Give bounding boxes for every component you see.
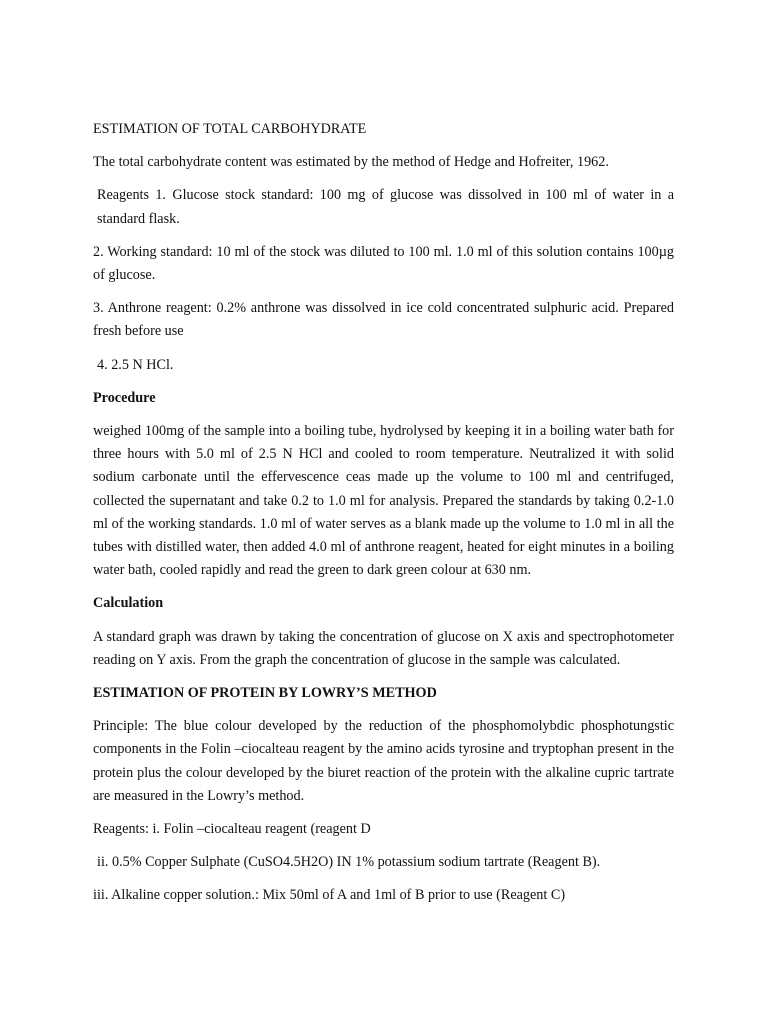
protein-reagent-i: Reagents: i. Folin –ciocalteau reagent (reagent D (93, 821, 371, 838)
reagent-1-paragraph: Reagents 1. Glucose stock standard: 100 mg of glucose was dissolved in 100 ml of water in a standard flask. (97, 187, 674, 227)
protein-reagent-ii: ii. 0.5% Copper Sulphate (CuSO4.5H2O) IN 1% potassium sodium tartrate (Reagent B). (97, 854, 601, 871)
calculation-heading: Calculation (93, 595, 164, 612)
procedure-paragraph: weighed 100mg of the sample into a boiling tube, hydrolysed by keeping it in a boiling water bath for three hours with 5.0 ml of 2.5 N HCl and cooled to room temperature. Neutralized it with solid sodium carbonate until the effervescence ceas made up the volume to 100 ml and centrifuged, collected the supernatant and take 0.2 to 1.0 ml for analysis. Prepared the standards by taking 0.2-1.0 ml of the working standards. 1.0 ml of water serves as a blank made up the volume to 1.0 ml in all the tubes with distilled water, then added 4.0 ml of anthrone reagent, heated for eight minutes in a boiling water bath, cooled rapidly and read the green to dark green colour at 630 nm. (93, 423, 674, 579)
reagent-3-paragraph: 3. Anthrone reagent: 0.2% anthrone was dissolved in ice cold concentrated sulphuric acid. Prepared fresh before use (93, 300, 674, 340)
heading-total-carbohydrate: ESTIMATION OF TOTAL CARBOHYDRATE (93, 121, 367, 137)
calculation-paragraph: A standard graph was drawn by taking the concentration of glucose on X axis and spectrophotometer reading on Y axis. From the graph the concentration of glucose in the sample was calculated. (93, 628, 674, 668)
intro-paragraph: The total carbohydrate content was estimated by the method of Hedge and Hofreiter, 1962. (93, 154, 609, 171)
protein-reagent-iii: iii. Alkaline copper solution.: Mix 50ml of A and 1ml of B prior to use (Reagent C) (93, 887, 566, 904)
principle-paragraph: Principle: The blue colour developed by the reduction of the phosphomolybdic phosphotungstic components in the Folin –ciocalteau reagent by the amino acids tyrosine and tryptophan present in the protein plus the colour developed by the biuret reaction of the protein with the alkaline cupric tartrate are measured in the Lowry’s method. (93, 718, 674, 804)
reagent-2-paragraph: 2. Working standard: 10 ml of the stock was diluted to 100 ml. 1.0 ml of this solution contains 100µg of glucose. (93, 243, 674, 284)
reagent-4-paragraph: 4. 2.5 N HCl. (97, 356, 174, 373)
document-page (93, 118, 674, 918)
procedure-heading: Procedure (93, 389, 156, 406)
heading-protein-lowry: ESTIMATION OF PROTEIN BY LOWRY’S METHOD (93, 685, 437, 702)
